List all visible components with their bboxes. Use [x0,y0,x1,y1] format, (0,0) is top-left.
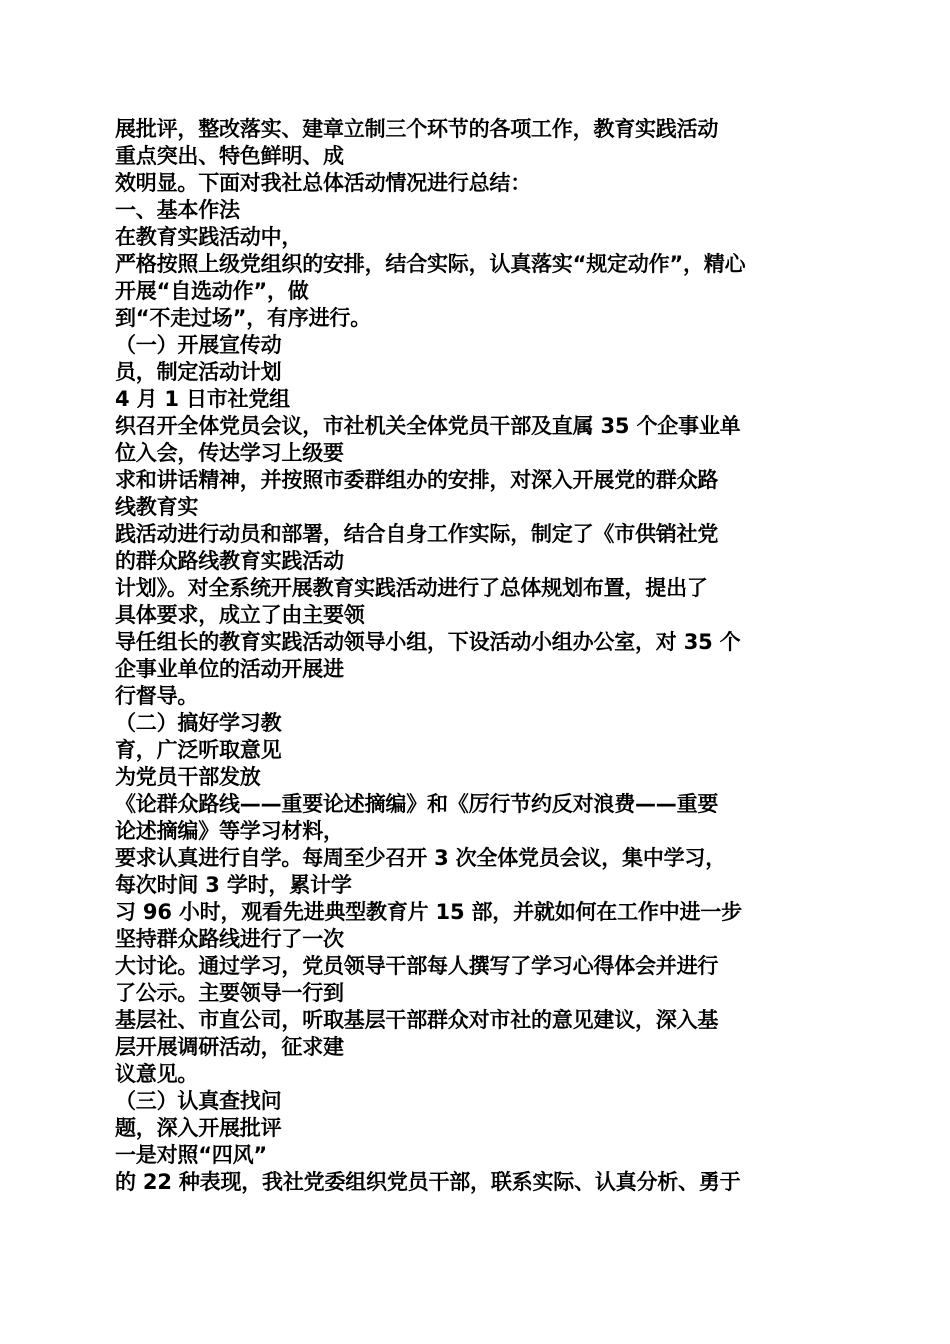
text-line: 了公示。主要领导一行到 [115,981,344,1005]
text-line: 践活动进行动员和部署，结合自身工作实际，制定了《市供销社党 [115,522,719,546]
text-line: 具体要求，成立了由主要领 [115,603,365,627]
text-line: 大讨论。通过学习，党员领导干部每人撰写了学习心得体会并进行 [115,954,719,978]
text-line: 一是对照“四风” [115,1143,268,1167]
text-line: 效明显。下面对我社总体活动情况进行总结： [115,171,531,195]
text-line: 展批评，整改落实、建章立制三个环节的各项工作，教育实践活动 [115,117,719,141]
text-line: 育，广泛听取意见 [115,738,282,762]
text-line: 在教育实践活动中， [115,225,303,249]
text-line: 计划》。对全系统开展教育实践活动进行了总体规划布置，提出了 [115,576,708,600]
text-line: 员，制定活动计划 [115,360,282,384]
subsection-heading: （二）搞好学习教 [115,711,282,735]
text-line: 开展“自选动作”，做 [115,279,309,303]
subsection-heading: （三）认真查找问 [115,1089,282,1113]
text-line: 4 月 1 日市社党组 [115,387,290,411]
text-line: 题，深入开展批评 [115,1116,282,1140]
text-line: 为党员干部发放 [115,765,261,789]
text-line: 企事业单位的活动开展进 [115,657,344,681]
text-line: 位入会，传达学习上级要 [115,441,344,465]
document-body [115,116,835,1196]
text-line: 《论群众路线——重要论述摘编》和《厉行节约反对浪费——重要 [115,792,719,816]
text-line: 线教育实 [115,495,199,519]
text-line: 论述摘编》等学习材料， [115,819,344,843]
text-line: 的 22 种表现，我社党委组织党员干部，联系实际、认真分析、勇于 [115,1170,741,1194]
text-line: 每次时间 3 学时，累计学 [115,873,352,897]
text-line: 织召开全体党员会议，市社机关全体党员干部及直属 35 个企事业单 [115,414,741,438]
text-line: 的群众路线教育实践活动 [115,549,344,573]
subsection-heading: （一）开展宣传动 [115,333,282,357]
section-heading: 一、基本作法 [115,198,240,222]
text-line: 严格按照上级党组织的安排，结合实际，认真落实“规定动作”，精心 [115,252,746,276]
text-line: 行督导。 [115,684,199,708]
text-line: 导任组长的教育实践活动领导小组，下设活动小组办公室，对 35 个 [115,630,741,654]
text-line: 重点突出、特色鲜明、成 [115,144,344,168]
text-line: 基层社、市直公司，听取基层干部群众对市社的意见建议，深入基 [115,1008,719,1032]
text-line: 要求认真进行自学。每周至少召开 3 次全体党员会议，集中学习， [115,846,727,870]
text-line: 到“不走过场”，有序进行。 [115,306,372,330]
text-line: 习 96 小时，观看先进典型教育片 15 部，并就如何在工作中进一步 [115,900,742,924]
text-line: 议意见。 [115,1062,199,1086]
text-line: 坚持群众路线进行了一次 [115,927,344,951]
text-line: 层开展调研活动，征求建 [115,1035,344,1059]
text-line: 求和讲话精神，并按照市委群组办的安排，对深入开展党的群众路 [115,468,719,492]
